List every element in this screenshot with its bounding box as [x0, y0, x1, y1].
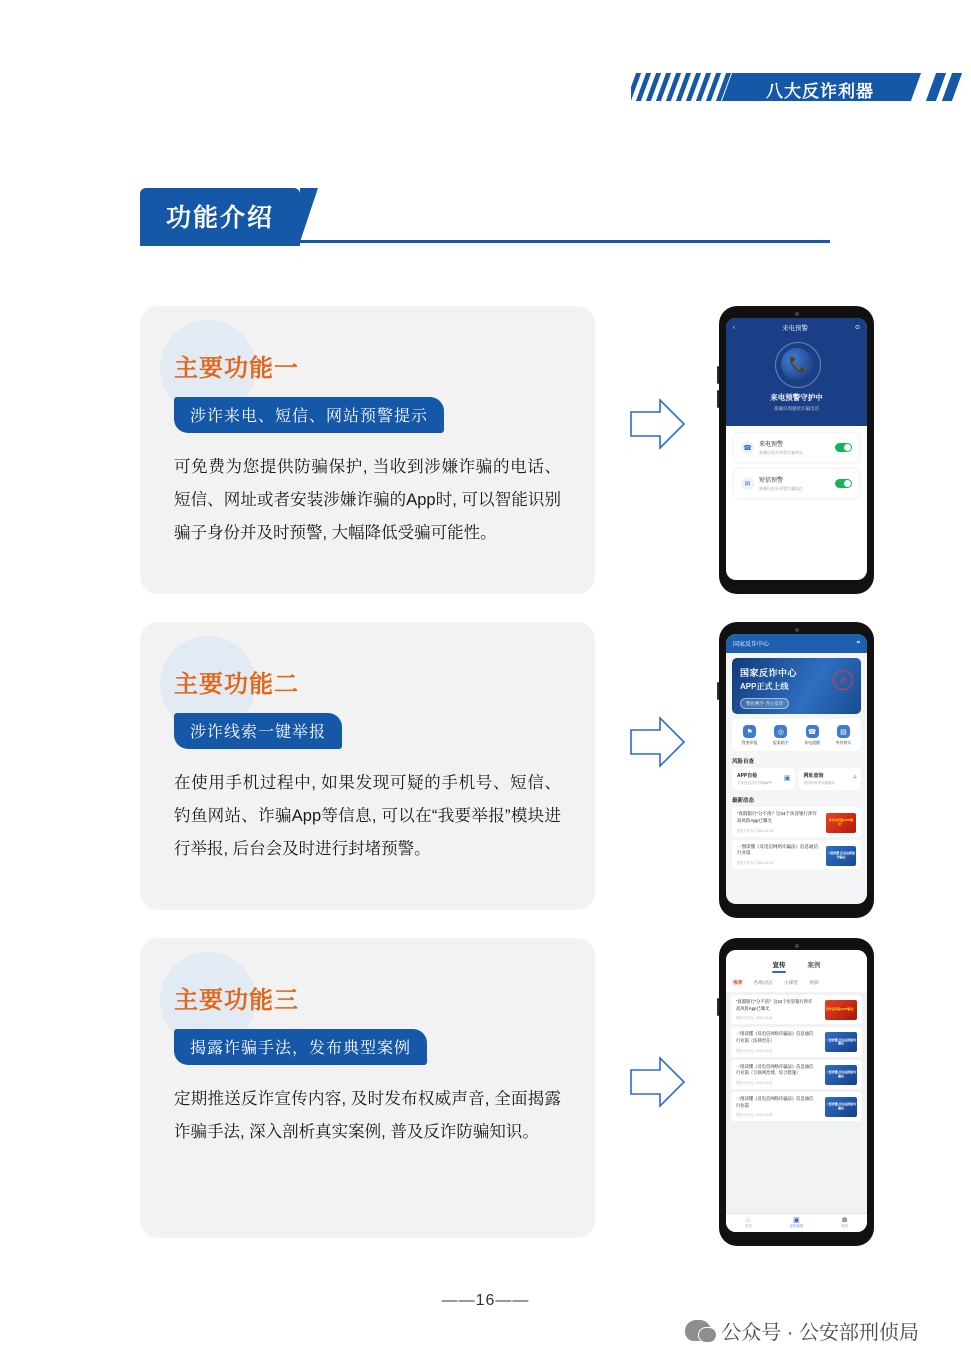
quick-action-label: 来电提醒	[804, 740, 821, 745]
bottom-nav-label: 我的	[841, 1224, 849, 1228]
quick-action-case-helper[interactable]	[765, 725, 796, 746]
header-stripes	[631, 73, 731, 101]
subtab-local-news[interactable]: 各地动态	[753, 981, 773, 986]
footer-brand	[685, 1316, 919, 1345]
bottom-nav-publicity[interactable]	[789, 1217, 803, 1229]
shield-illustration	[775, 342, 819, 386]
header-end-marks	[925, 73, 965, 101]
back-icon[interactable]: ‹	[733, 324, 735, 331]
list-item-title: 一图读懂《反电信网络诈骗法》信息通信行业篇（法律责任）	[736, 1031, 814, 1043]
scan-icon[interactable]: ⌗	[856, 640, 860, 646]
phone-screen-call-warning	[726, 318, 867, 580]
list-item[interactable]	[731, 1027, 862, 1056]
phone-volume-button	[717, 366, 719, 384]
section-heading-news: 最新动态	[732, 798, 755, 804]
tab-bar	[726, 950, 867, 974]
setting-desc: 准确识别并预警诈骗短信	[759, 486, 803, 491]
page-number: ——16——	[441, 1292, 530, 1309]
toggle-switch-sms[interactable]	[835, 479, 852, 488]
phone-screen-app-home	[726, 634, 867, 904]
risk-item-app-check[interactable]	[732, 768, 795, 790]
list-item-title: 一图读懂《反电信网络诈骗法》信息通信行业篇（互联网治理、综合措施）	[736, 1063, 814, 1076]
news-thumbnail: 一图读懂 反电信网络诈骗法	[826, 846, 856, 866]
risk-item-title: APP自检	[737, 773, 758, 779]
list-item-thumbnail: 一图读懂 反电信网络诈骗法	[825, 1032, 857, 1052]
bottom-nav-label: 反诈宣传	[789, 1224, 804, 1228]
phone-camera-dot	[795, 944, 799, 948]
phone-volume-button	[717, 998, 719, 1016]
banner-line-2: APP正式上线	[740, 682, 789, 691]
tab-cases[interactable]: 案例	[807, 962, 821, 969]
phone-power-button	[717, 390, 719, 408]
page-header	[631, 66, 971, 108]
section-title-block	[140, 188, 830, 242]
bottom-nav-home[interactable]	[745, 1217, 752, 1229]
list-item-title: 一图读懂《反电信网络诈骗法》信息通信行业篇	[736, 1095, 814, 1108]
phone-icon: ☎	[741, 441, 754, 454]
list-item-meta: 国家反诈中心 2022-12-16	[736, 1016, 773, 1021]
protection-status: 来电预警守护中 准确识别骚扰诈骗电话	[770, 393, 823, 411]
search-icon: ⌕	[853, 774, 857, 781]
news-title: “真假银行”分不清？这24个仿冒银行涉诈高风险App已曝光	[737, 811, 818, 823]
phone-mockup-1	[719, 306, 874, 594]
list-item-thumbnail: 涉诈高风险APP曝光！	[825, 1000, 857, 1020]
arrow-icon	[630, 1056, 686, 1108]
list-item-meta: 国家反诈中心 2022-12-09	[736, 1113, 773, 1118]
list-item-meta: 国家反诈中心 2022-12-14	[736, 1080, 773, 1085]
user-icon: ☗	[841, 1217, 848, 1224]
list-item-thumbnail: 一图读懂 反电信网络诈骗法	[825, 1097, 857, 1117]
banner-line-1: 国家反诈中心	[740, 668, 798, 678]
phone-camera-dot	[795, 628, 799, 632]
anti-fraud-badge-icon: ⊘	[833, 670, 853, 690]
quick-action-label: 报案助手	[772, 740, 789, 745]
feature-title: 主要功能二	[174, 671, 299, 698]
phone-mockup-3	[719, 938, 874, 1246]
bottom-nav-profile[interactable]	[841, 1217, 848, 1229]
news-item[interactable]	[732, 807, 861, 837]
subtab-classroom[interactable]: 小课堂	[783, 981, 799, 986]
wechat-icon	[685, 1320, 711, 1341]
call-warning-header	[726, 318, 867, 426]
app-header	[726, 634, 867, 653]
sub-tab-bar	[726, 974, 867, 992]
phone-icon: ☎	[806, 725, 819, 738]
tab-publicity[interactable]: 宣传	[772, 962, 786, 969]
screen-title: 来电预警	[781, 325, 808, 332]
bottom-nav-bar	[726, 1213, 867, 1232]
section-heading-risk: 风险自查	[732, 759, 755, 765]
report-icon: ⚑	[743, 725, 756, 738]
quick-action-call-alert[interactable]	[797, 725, 828, 746]
feature-card-2	[140, 622, 595, 910]
header-title: 八大反诈利器	[766, 82, 874, 101]
feature-subtitle-badge: 涉诈来电、短信、网站预警提示	[174, 397, 444, 433]
feature-body: 在使用手机过程中, 如果发现可疑的手机号、短信、钓鱼网站、诈骗App等信息, 可以在“我要举报”模块进行举报, 后台会及时进行封堵预警。	[174, 774, 561, 858]
phone-icon: 📞	[788, 356, 808, 373]
feature-card-3	[140, 938, 595, 1238]
phone-mockup-2	[719, 622, 874, 918]
banner-tag: 警民携手 齐心反诈	[740, 698, 789, 709]
list-item-thumbnail: 一图读懂 反电信网络诈骗法	[825, 1065, 857, 1085]
news-item[interactable]	[732, 840, 861, 870]
subtab-video[interactable]: 视频	[809, 981, 819, 986]
megaphone-icon: ▣	[793, 1217, 800, 1224]
id-card-icon: ▤	[837, 725, 850, 738]
list-item-title: “真假银行”分不清？这24个仿冒银行涉诈高风险App已曝光	[736, 999, 813, 1011]
setting-row-sms-warning[interactable]	[734, 469, 859, 498]
risk-item-desc: 鉴别钓鱼等诈骗网站	[803, 781, 835, 785]
list-item[interactable]	[731, 1092, 862, 1121]
quick-action-identity-check[interactable]	[828, 725, 859, 746]
more-icon[interactable]: ⊙	[854, 325, 860, 331]
home-icon: ⌂	[746, 1217, 751, 1224]
page-title: 功能介绍	[140, 188, 300, 246]
section-underline	[140, 240, 830, 243]
app-title: 国家反诈中心	[733, 642, 770, 648]
phone-camera-dot	[795, 312, 799, 316]
phone-volume-button	[717, 682, 719, 700]
feature-body: 定期推送反诈宣传内容, 及时发布权威声音, 全面揭露诈骗手法, 深入剖析真实案例, 普及反诈防骗知识。	[174, 1090, 561, 1141]
arrow-icon	[630, 398, 686, 450]
feature-title: 主要功能三	[174, 987, 299, 1014]
feature-subtitle-badge: 涉诈线索一键举报	[174, 713, 342, 749]
bottom-nav-label: 首页	[744, 1224, 752, 1228]
list-item-meta: 国家反诈中心 2022-12-14	[736, 1048, 773, 1053]
toggle-switch-call[interactable]	[835, 443, 852, 452]
setting-title: 短信预警	[759, 478, 784, 484]
subtab-recommended[interactable]: 推荐	[733, 981, 743, 986]
feature-body: 可免费为您提供防骗保护, 当收到涉嫌诈骗的电话、短信、网址或者安装涉嫌诈骗的App时, 可以智能识别骗子身份并及时预警, 大幅降低受骗可能性。	[174, 458, 561, 542]
setting-title: 来电预警	[759, 442, 784, 448]
news-title: 一图读懂《反电信网络诈骗法》信息通信行业篇	[737, 843, 818, 856]
app-check-icon: ▣	[783, 775, 791, 782]
arrow-icon	[630, 716, 686, 768]
footer-brand-text: 公众号 · 公安部刑侦局	[721, 1322, 919, 1344]
risk-item-url-check[interactable]	[799, 768, 862, 790]
quick-action-report[interactable]	[734, 725, 765, 746]
news-meta: 国家反诈中心 2022-12-14	[737, 861, 774, 865]
feature-title: 主要功能一	[174, 355, 299, 382]
risk-item-title: 网址查询	[803, 773, 824, 779]
message-icon: ✉	[741, 477, 754, 490]
risk-item-desc: 字检是否存在诈骗APP	[737, 781, 773, 785]
phone-screen-publicity-list	[726, 950, 867, 1232]
feature-subtitle-badge: 揭露诈骗手法，发布典型案例	[174, 1029, 427, 1065]
app-banner[interactable]	[732, 658, 861, 714]
news-thumbnail: 涉诈高风险APP曝光！	[826, 813, 856, 833]
quick-action-label: 身份核实	[835, 740, 852, 745]
list-item[interactable]	[731, 1060, 862, 1089]
list-item[interactable]	[731, 995, 862, 1024]
case-icon: ◎	[774, 725, 787, 738]
quick-action-label: 我要举报	[741, 740, 758, 745]
setting-row-call-warning[interactable]	[734, 433, 859, 462]
quick-action-grid	[732, 719, 861, 751]
news-meta: 国家反诈中心 2022-12-16	[737, 828, 774, 833]
setting-desc: 准确识别并预警诈骗来电	[759, 450, 803, 455]
feature-card-1	[140, 306, 595, 594]
